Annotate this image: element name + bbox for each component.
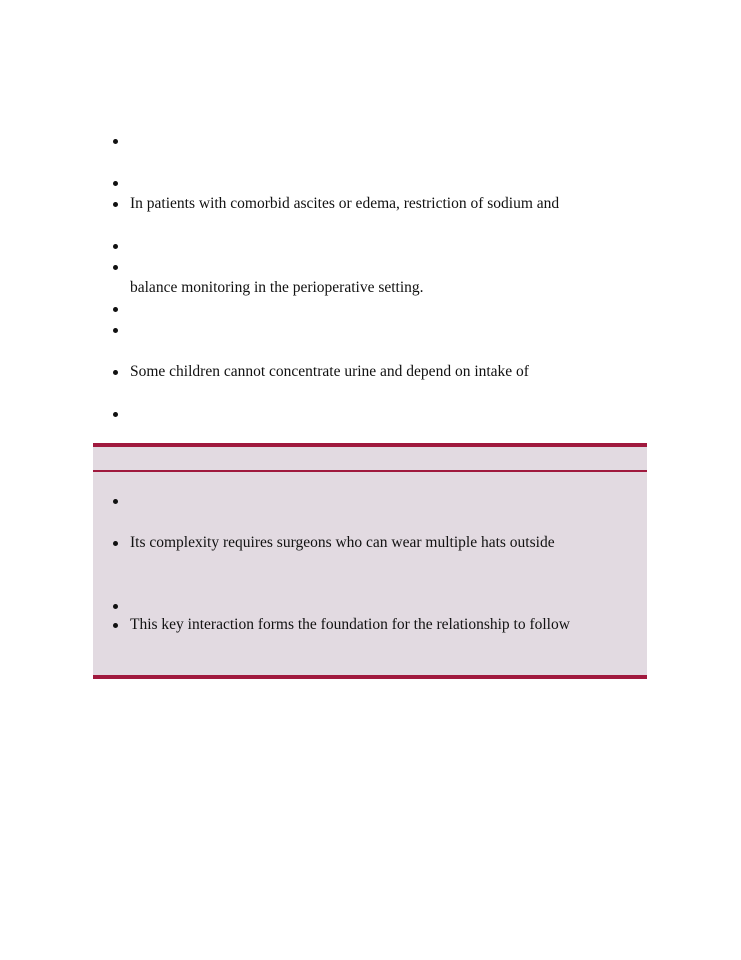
list-item-text-8: Some children cannot concentrate urine and depend on intake of [130, 363, 529, 380]
list-item-text-5-continuation: balance monitoring in the perioperative setting. [130, 279, 424, 296]
list-item-text-3: In patients with comorbid ascites or edema, restriction of sodium and [130, 195, 560, 212]
box-item-text-2: Its complexity requires surgeons who can wear multiple hats outside [130, 534, 555, 551]
bullet-9 [112, 405, 120, 423]
bullet-7 [112, 321, 120, 339]
box-bullet-2 [112, 534, 120, 552]
bullet-2 [112, 174, 120, 192]
bullet-1 [112, 132, 120, 150]
highlighted-box [93, 443, 647, 679]
box-bullet-4 [112, 616, 120, 634]
box-item-text-4: This key interaction forms the foundation for the relationship to follow [130, 616, 570, 633]
bullet-8 [112, 363, 120, 381]
bullet-4 [112, 237, 120, 255]
bullet-6 [112, 300, 120, 318]
bullet-5 [112, 258, 120, 276]
box-header-bar [93, 447, 647, 472]
box-bullet-3 [112, 597, 120, 615]
box-bullet-1 [112, 492, 120, 510]
bullet-3 [112, 195, 120, 213]
